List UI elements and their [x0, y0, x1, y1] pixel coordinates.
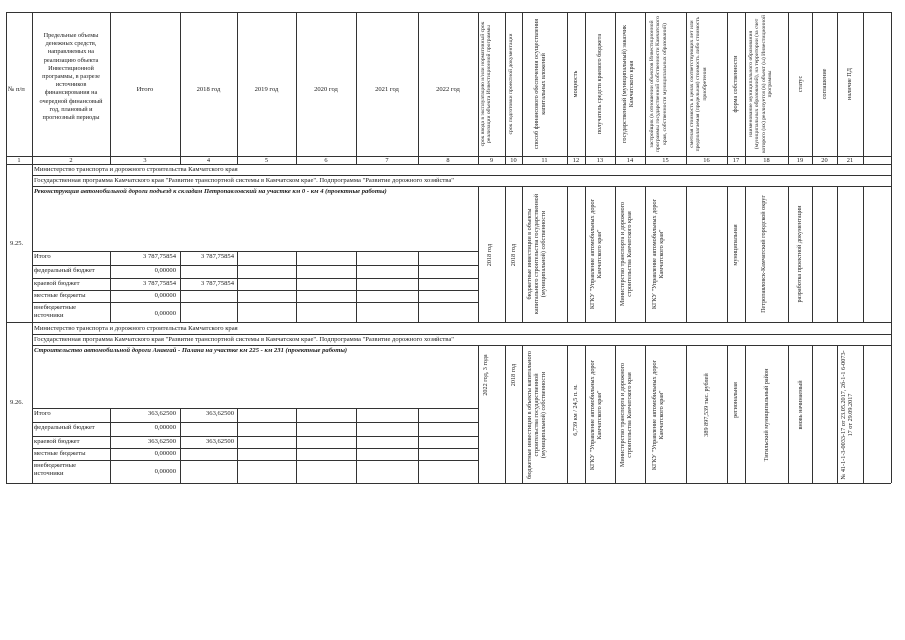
colnum-8: 8	[446, 157, 450, 164]
header-col20: соглашение	[821, 68, 828, 100]
col-border	[812, 345, 813, 483]
s2-row-regional-sum: 363,62500	[147, 438, 176, 445]
col-border	[863, 345, 864, 483]
colnum-21: 21	[846, 157, 854, 164]
s2-c19: вновь начинаемый	[797, 380, 804, 430]
col-border	[418, 408, 419, 483]
col-border	[615, 345, 616, 483]
col-border	[615, 186, 616, 322]
colnum-12: 12	[572, 157, 580, 164]
col-border	[585, 12, 586, 164]
s1-row-line	[32, 251, 478, 252]
col-border	[418, 251, 419, 322]
header-col17: форма собственности	[732, 55, 739, 113]
colnum-2: 2	[69, 157, 73, 164]
s2-ministry: Министерство транспорта и дорожного строительства Камчатского края	[34, 325, 238, 332]
s2-row-line	[32, 460, 478, 461]
s1-program-line	[32, 186, 891, 187]
col-border	[745, 186, 746, 322]
col-border	[745, 345, 746, 483]
s1-c10: 2018 год	[510, 243, 517, 267]
s2-c21: № 41-1-1-3-0033-17 от 23.05.2017, 2б-1-1 6-0073-17 от 29.09.2017	[840, 350, 855, 480]
col-border	[686, 12, 687, 164]
s2-row-federal-sum: 0,00000	[154, 424, 176, 431]
col-border	[585, 186, 586, 322]
s2-c18: Тигильский муниципальный район	[763, 368, 770, 462]
s1-row-number: 9.25.	[10, 240, 24, 247]
col-border	[505, 12, 506, 164]
s1-row-total-2018: 3 787,75854	[201, 253, 234, 260]
header-col19: статус	[797, 75, 804, 93]
colnum-4: 4	[206, 157, 211, 164]
colnum-5: 5	[264, 157, 269, 164]
col-border	[891, 12, 892, 483]
s2-c9: 2022 год, 3 года	[482, 354, 489, 396]
header-col16: сметная стоимость в ценах соответствующих лет или предполагаемая (предельная) стоимость либо стоимость приобретения	[689, 16, 708, 152]
colnum-10: 10	[510, 157, 517, 164]
s1-c18: Петропавловск-Камчатский городской округ	[760, 195, 767, 313]
header-col9: срок ввода в эксплуатацию и/или нормативный срок реализации объекта Инвестиционной программы	[480, 21, 493, 147]
col-border	[110, 251, 111, 322]
col-border	[567, 12, 568, 164]
col-border	[237, 408, 238, 483]
s1-row-line	[32, 265, 478, 266]
colnum-3: 3	[143, 157, 147, 164]
col-border	[180, 408, 181, 483]
header-col13: получатель средств краевого бюджета	[596, 33, 603, 135]
colnum-15: 15	[662, 157, 669, 164]
col-border	[567, 186, 568, 322]
s1-row-offbudget-sum: 0,00000	[154, 310, 176, 317]
header-col14: государственный (муниципальный) заказчик Камчатского края	[621, 24, 636, 144]
col-border	[478, 12, 479, 164]
s2-row-line	[32, 448, 478, 449]
col-border	[837, 12, 838, 164]
section-divider	[6, 322, 891, 323]
s1-ministry-line	[32, 175, 891, 176]
s1-c15: КГКУ "Управление автомобильных дорог Камчатского края"	[651, 198, 666, 310]
header-col15: застройщик (в отношении объектов Инвестиционной программы государственной собственности Камчатского края, собственности муниципальных образований)	[649, 15, 668, 153]
s1-c14: Министерство транспорта и дорожного строительства Камчатского края	[619, 201, 634, 307]
header-col18: наименование муниципального образования (муниципальных образований), на территории (за счет которого (их) реализуется (в) объект (ы) Инвестиционной программы	[748, 15, 774, 153]
s1-row-federal-sum: 0,00000	[154, 267, 176, 274]
header-col4: 2018 год	[196, 86, 221, 93]
col-border	[180, 251, 181, 322]
col-border	[812, 12, 813, 164]
s2-row-line	[32, 422, 478, 423]
s1-row-label-local: местные бюджеты	[34, 292, 86, 299]
s1-row-local-sum: 0,00000	[154, 292, 176, 299]
s2-row-line	[32, 436, 478, 437]
s2-row-local-sum: 0,00000	[154, 450, 176, 457]
header-col3: Итого	[136, 86, 154, 93]
col-border	[645, 186, 646, 322]
s1-row-line	[32, 278, 478, 279]
col-border	[522, 12, 523, 164]
col-border	[788, 186, 789, 322]
s2-row-total-sum: 363,62500	[147, 410, 176, 417]
col-border	[812, 186, 813, 322]
col-border	[837, 345, 838, 483]
col-border	[505, 186, 506, 322]
header-col2: Предельные объемы денежных средств, направляемых на реализацию объекта Инвестиционной программы, в разрезе источников финансирования на очередной финансовый год, плановый и прогнозный периоды	[39, 32, 103, 122]
s1-row-label-regional: краевой бюджет	[34, 280, 80, 287]
col-border	[788, 345, 789, 483]
col-border	[478, 186, 479, 322]
colnum-bottom-border	[6, 164, 891, 165]
col-border	[296, 251, 297, 322]
s2-c13: КГКУ "Управление автомобильных дорог Камчатского края"	[589, 359, 604, 471]
col-border	[686, 345, 687, 483]
col-border	[110, 408, 111, 483]
col-border	[615, 12, 616, 164]
col-border	[745, 12, 746, 164]
s1-row-regional-2018: 3 787,75854	[201, 280, 234, 287]
s1-ministry: Министерство транспорта и дорожного строительства Камчатского края	[34, 166, 238, 173]
col-border	[837, 186, 838, 322]
s1-row-label-federal: федеральный бюджет	[34, 267, 95, 274]
col-border	[863, 186, 864, 322]
colnum-16: 16	[703, 157, 710, 164]
s2-row-label-federal: федеральный бюджет	[34, 424, 95, 431]
s2-row-total-2018: 363,62500	[205, 410, 234, 417]
col-border	[863, 12, 864, 164]
s1-c17: муниципальная	[732, 224, 739, 266]
colnum-19: 19	[796, 157, 804, 164]
s2-row-label-offbudget: внебюджетные источники	[34, 462, 77, 478]
s2-row-offbudget-sum: 0,00000	[154, 468, 176, 475]
col-border	[585, 345, 586, 483]
colnum-9: 9	[489, 157, 494, 164]
s1-program: Государственная программа Камчатского края "Развитие транспортной системы в Камчатском крае". Подпрограмма "Развитие дорожного хозяйства"	[34, 177, 454, 184]
s2-c12: 6,739 км / 24,5 п. м.	[572, 384, 579, 436]
col-border	[505, 345, 506, 483]
col-border	[32, 12, 33, 483]
s1-row-line	[32, 290, 478, 291]
s2-row-label-local: местные бюджеты	[34, 450, 86, 457]
col-border	[645, 345, 646, 483]
s2-row-label-regional: краевой бюджет	[34, 438, 80, 445]
s2-c10: 2018 год	[510, 363, 517, 387]
colnum-1: 1	[17, 157, 21, 164]
s1-c13: КГКУ "Управление автомобильных дорог Камчатского края"	[589, 198, 604, 310]
col-border	[567, 345, 568, 483]
header-col10: срок подготовки проектной документации	[508, 33, 514, 135]
s1-row-line	[32, 302, 478, 303]
s2-row-label-total: Итого	[34, 410, 51, 417]
s1-row-label-total: Итого	[34, 253, 51, 260]
s2-program: Государственная программа Камчатского края "Развитие транспортной системы в Камчатском крае". Подпрограмма "Развитие дорожного хозяйства"	[34, 336, 454, 343]
header-col11: способ финансового обеспечения осуществления капитальных вложений	[533, 18, 548, 150]
col-border	[686, 186, 687, 322]
header-col12: мощность	[572, 70, 579, 98]
s2-row-number: 9.26.	[10, 399, 24, 406]
s1-c11: бюджетные инвестиции в объекты капитального строительства государственной (муниципальной) собственности	[526, 193, 548, 315]
col-border	[356, 408, 357, 483]
header-col21: наличие ПД	[846, 68, 853, 100]
colnum-17: 17	[732, 157, 740, 164]
col-border	[727, 12, 728, 164]
col-border	[478, 345, 479, 483]
col-border	[727, 186, 728, 322]
col-border	[356, 251, 357, 322]
s2-c14: Министерство транспорта и дорожного строительства Камчатского края	[619, 362, 634, 468]
s2-ministry-line	[32, 334, 891, 335]
col-border	[522, 345, 523, 483]
s1-c9: 2018 год	[486, 243, 493, 267]
s2-row-line	[32, 408, 478, 409]
colnum-11: 11	[541, 157, 548, 164]
s1-row-label-offbudget: внебюджетные источники	[34, 304, 77, 320]
s2-c15: КГКУ "Управление автомобильных дорог Камчатского края"	[651, 359, 666, 471]
colnum-14: 14	[626, 157, 634, 164]
s1-c19: разработка проектной документации	[796, 205, 803, 303]
s2-c11: бюджетные инвестиции в объекты капитального строительства государственной (муниципальной) собственности	[526, 350, 548, 480]
col-border	[645, 12, 646, 164]
header-col6: 2020 год	[314, 86, 338, 93]
s1-row-total-sum: 3 787,75854	[143, 253, 176, 260]
col-border	[727, 345, 728, 483]
s2-object-title: Строительство автомобильной дороги Анавгай - Палана на участке км 225 - км 231 (проектные работы)	[34, 347, 348, 354]
s1-object-title: Реконструкция автомобильной дороги подъезд к складам Петропавловский на участке км 0 - км 4 (проектные работы)	[34, 188, 387, 195]
colnum-20: 20	[821, 157, 828, 164]
s2-program-line	[32, 345, 891, 346]
header-col1: № п/п	[8, 86, 25, 93]
colnum-6: 6	[324, 157, 328, 164]
table-top-border	[6, 12, 891, 13]
s2-row-regional-2018: 363,62500	[205, 438, 234, 445]
s1-row-regional-sum: 3 787,75854	[143, 280, 176, 287]
s2-c17: региональная	[732, 382, 739, 418]
col-border	[522, 186, 523, 322]
col-border	[237, 251, 238, 322]
header-col7: 2021 год	[375, 86, 399, 93]
colnum-7: 7	[385, 157, 389, 164]
col-border	[296, 408, 297, 483]
col-border	[788, 12, 789, 164]
header-col8: 2022 год	[436, 86, 460, 93]
s2-c16: 389 897,539 тыс. рублей	[703, 373, 710, 437]
header-col5: 2019 год	[254, 86, 279, 93]
colnum-18: 18	[763, 157, 770, 164]
table-bottom-border	[6, 483, 891, 484]
col-border	[6, 12, 7, 483]
colnum-13: 13	[596, 157, 604, 164]
